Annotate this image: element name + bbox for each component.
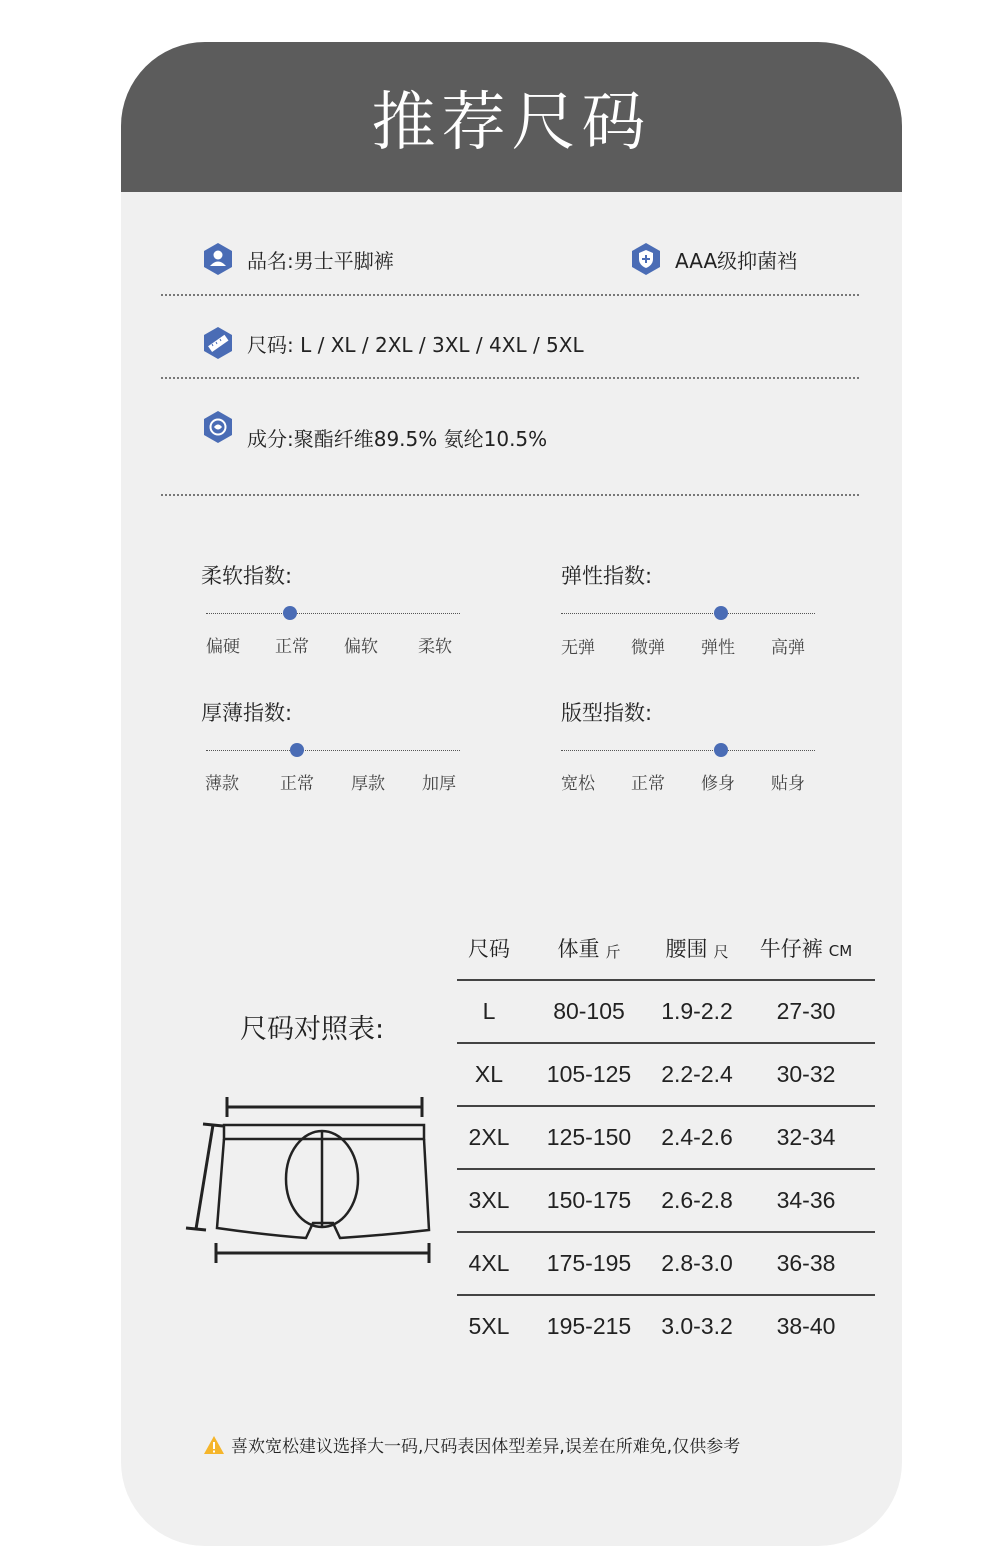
table-row (457, 1233, 875, 1296)
option-label: 弹性 (701, 638, 735, 658)
size-chart-title: 尺码对照表: (240, 1014, 385, 1045)
size-note-text: 喜欢宽松建议选择大一码,尺码表因体型差异,误差在所难免,仅供参考 (231, 1437, 741, 1457)
divider (161, 377, 859, 379)
table-cell: 5XL (468, 1313, 510, 1339)
fit-index-title: 版型指数: (561, 701, 653, 725)
option-label: 正常 (280, 774, 314, 794)
sizes-list: 尺码: L / XL / 2XL / 3XL / 4XL / 5XL (247, 332, 584, 357)
table-cell: 195-215 (546, 1313, 632, 1339)
ruler-icon (203, 326, 233, 360)
thickness-slider (206, 742, 460, 758)
option-label: 无弹 (561, 638, 595, 658)
page-title: 推荐尺码 (371, 86, 652, 160)
fabric-icon (203, 410, 233, 444)
antibacterial-label: AAA级抑菌裆 (675, 248, 798, 273)
size-table (457, 917, 875, 1357)
option-label: 加厚 (422, 774, 456, 794)
table-cell: 34-36 (776, 1187, 836, 1213)
elasticity-slider-knob (714, 606, 728, 620)
option-label: 正常 (631, 774, 665, 794)
option-label: 微弹 (631, 638, 665, 658)
softness-slider (206, 605, 460, 621)
table-cell: 32-34 (776, 1124, 836, 1150)
table-cell: 1.9-2.2 (661, 998, 733, 1024)
elasticity-index-title: 弹性指数: (561, 564, 653, 588)
option-label: 薄款 (205, 774, 239, 794)
option-label: 偏硬 (206, 637, 240, 657)
table-cell: 105-125 (546, 1061, 632, 1087)
table-cell: 2.8-3.0 (661, 1250, 733, 1276)
table-cell: 3.0-3.2 (661, 1313, 733, 1339)
elasticity-slider (561, 605, 815, 621)
fit-slider (561, 742, 815, 758)
table-cell: 4XL (468, 1250, 510, 1276)
antibacterial-row (631, 242, 797, 276)
thickness-options (205, 769, 465, 793)
table-cell: 80-105 (553, 998, 625, 1024)
softness-index-title: 柔软指数: (201, 564, 293, 588)
option-label: 宽松 (561, 774, 595, 794)
warning-icon (203, 1435, 225, 1455)
sizes-row (203, 326, 584, 360)
table-cell: 30-32 (776, 1061, 836, 1087)
softness-slider-knob (283, 606, 297, 620)
table-cell: XL (474, 1061, 504, 1087)
header-cell: 体重 斤 (557, 937, 621, 961)
table-cell: 125-150 (546, 1124, 632, 1150)
boxer-brief-diagram (176, 1092, 436, 1267)
table-cell: 2.4-2.6 (661, 1124, 733, 1150)
fit-slider-knob (714, 743, 728, 757)
table-cell: 175-195 (546, 1250, 632, 1276)
table-cell: 27-30 (776, 998, 836, 1024)
product-name: 品名:男士平脚裤 (247, 248, 394, 273)
table-row (457, 1107, 875, 1170)
header-cell: 尺码 (468, 937, 510, 961)
table-row (457, 1170, 875, 1233)
header-cell: 腰围 尺 (665, 937, 729, 961)
composition-row (203, 410, 548, 451)
divider (161, 294, 859, 296)
table-cell: 150-175 (546, 1187, 632, 1213)
option-label: 正常 (275, 637, 309, 657)
size-table-header (457, 917, 875, 981)
table-row (457, 1044, 875, 1107)
size-note (203, 1432, 843, 1457)
table-cell: 2XL (468, 1124, 510, 1150)
table-cell: 36-38 (776, 1250, 836, 1276)
option-label: 厚款 (351, 774, 385, 794)
table-cell: 3XL (468, 1187, 510, 1213)
option-label: 贴身 (771, 774, 805, 794)
table-cell: 38-40 (776, 1313, 836, 1339)
option-label: 修身 (701, 774, 735, 794)
table-row (457, 1296, 875, 1357)
header-banner (121, 42, 902, 192)
fit-options (561, 769, 821, 793)
option-label: 柔软 (418, 637, 452, 657)
option-label: 高弹 (771, 638, 805, 658)
table-cell: 2.2-2.4 (661, 1061, 733, 1087)
table-cell: L (482, 998, 496, 1024)
table-cell: 2.6-2.8 (661, 1187, 733, 1213)
header-cell: 牛仔裤 CM (759, 937, 853, 961)
size-guide-card (121, 42, 902, 1546)
softness-options (206, 632, 466, 656)
divider (161, 494, 859, 496)
option-label: 偏软 (344, 637, 378, 657)
product-name-row (203, 242, 394, 276)
table-row (457, 981, 875, 1044)
thickness-slider-knob (290, 743, 304, 757)
elasticity-options (561, 633, 821, 657)
shield-plus-icon (631, 242, 661, 276)
user-icon (203, 242, 233, 276)
composition: 成分:聚酯纤维89.5% 氨纶10.5% (247, 426, 548, 451)
thickness-index-title: 厚薄指数: (201, 701, 293, 725)
